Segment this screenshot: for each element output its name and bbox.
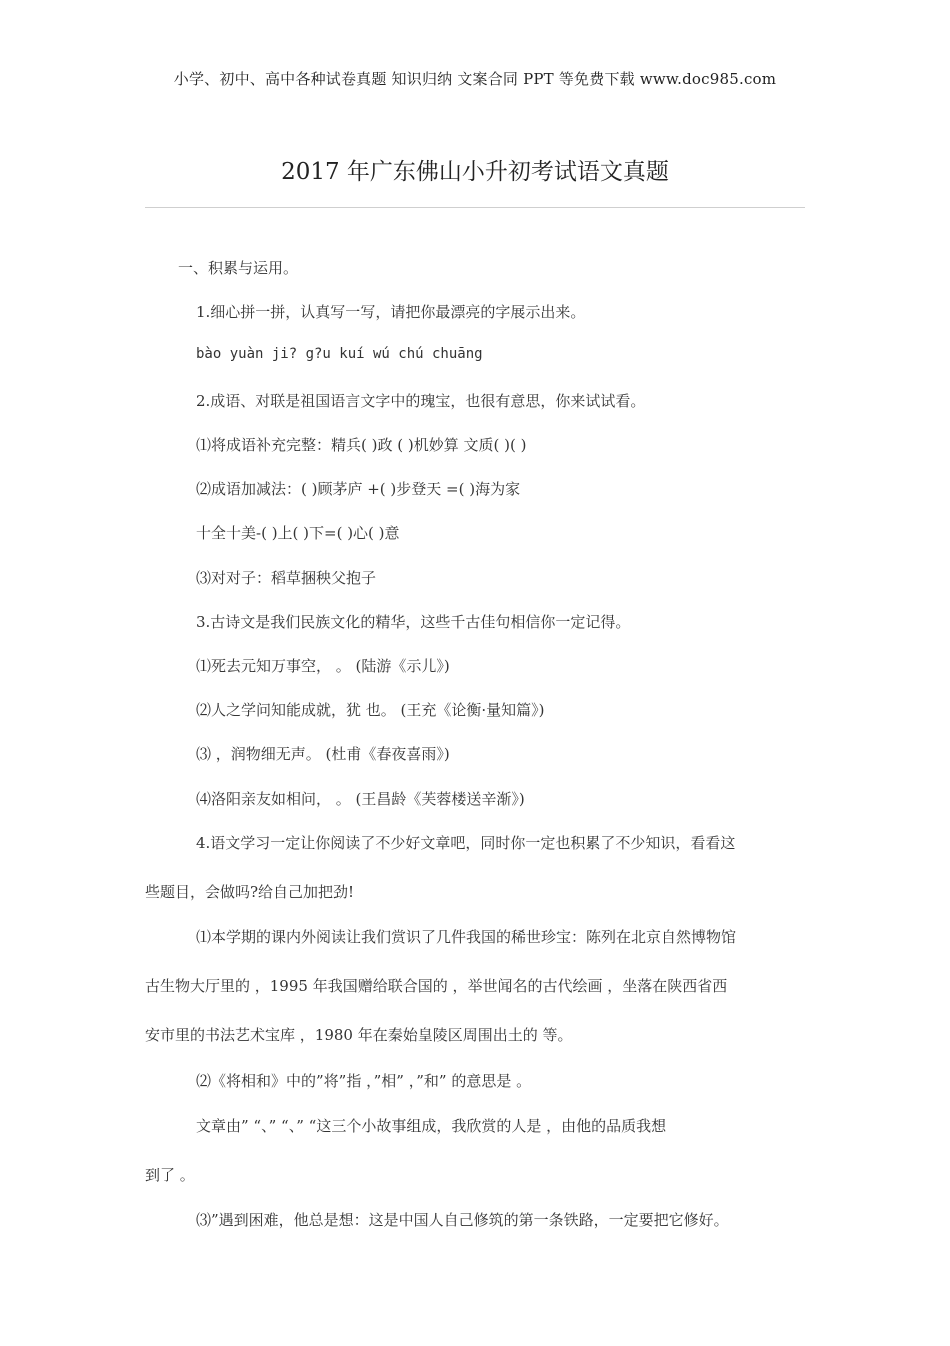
question-2: 2.成语、对联是祖国语言文字中的瑰宝，也很有意思，你来试试看。 <box>196 392 646 410</box>
question-4-1-cont: 古生物大厅里的 ，1995 年我国赠给联合国的 ，举世闻名的古代绘画 ，坐落在陕西省西 <box>145 977 728 995</box>
question-2-2-cont: 十全十美-( )上( )下=( )心( )意 <box>196 524 400 542</box>
question-4-2: ⑵《将相和》中的”将”指 ，”相” ，”和” 的意思是 。 <box>196 1072 532 1090</box>
question-4-cont: 些题目，会做吗?给自己加把劲! <box>145 883 355 901</box>
section-heading: 一、积累与运用。 <box>178 259 299 277</box>
question-2-1: ⑴将成语补充完整：精兵( )政 ( )机妙算 文质( )( ) <box>196 436 527 454</box>
question-4: 4.语文学习一定让你阅读了不少好文章吧，同时你一定也积累了不少知识，看看这 <box>196 834 736 852</box>
question-4-2-cont: 文章由” “、” “、” “这三个小故事组成，我欣赏的人是 ，由他的品质我想 <box>196 1117 667 1135</box>
question-4-2-cont2: 到了 。 <box>145 1166 195 1184</box>
question-3-1: ⑴死去元知万事空， 。 (陆游《示儿》) <box>196 657 450 675</box>
question-2-2: ⑵成语加减法：( )顾茅庐 +( )步登天 =( )海为家 <box>196 480 521 498</box>
site-header: 小学、初中、高中各种试卷真题 知识归纳 文案合同 PPT 等免费下载 www.doc985.com <box>173 70 777 88</box>
question-3-3: ⑶ ，润物细无声。 (杜甫《春夜喜雨》) <box>196 745 450 763</box>
question-3-4: ⑷洛阳亲友如相问， 。 (王昌龄《芙蓉楼送辛渐》) <box>196 790 525 808</box>
question-4-3: ⑶”遇到困难，他总是想：这是中国人自己修筑的第一条铁路，一定要把它修好。 <box>196 1211 729 1229</box>
title-divider <box>145 207 805 208</box>
question-1: 1.细心拼一拼，认真写一写，请把你最漂亮的字展示出来。 <box>196 303 586 321</box>
pinyin-line: bào yuàn ji? g?u kuí wú chú chuāng <box>196 346 483 362</box>
question-2-3: ⑶对对子：稻草捆秧父抱子 <box>196 569 377 587</box>
question-3: 3.古诗文是我们民族文化的精华，这些千古佳句相信你一定记得。 <box>196 613 631 631</box>
question-4-1-cont2: 安市里的书法艺术宝库 ，1980 年在秦始皇陵区周围出土的 等。 <box>145 1026 573 1044</box>
page-title: 2017 年广东佛山小升初考试语文真题 <box>281 159 669 185</box>
question-3-2: ⑵人之学问知能成就，犹 也。 (王充《论衡·量知篇》) <box>196 701 545 719</box>
question-4-1: ⑴本学期的课内外阅读让我们赏识了几件我国的稀世珍宝：陈列在北京自然博物馆 <box>196 928 737 946</box>
